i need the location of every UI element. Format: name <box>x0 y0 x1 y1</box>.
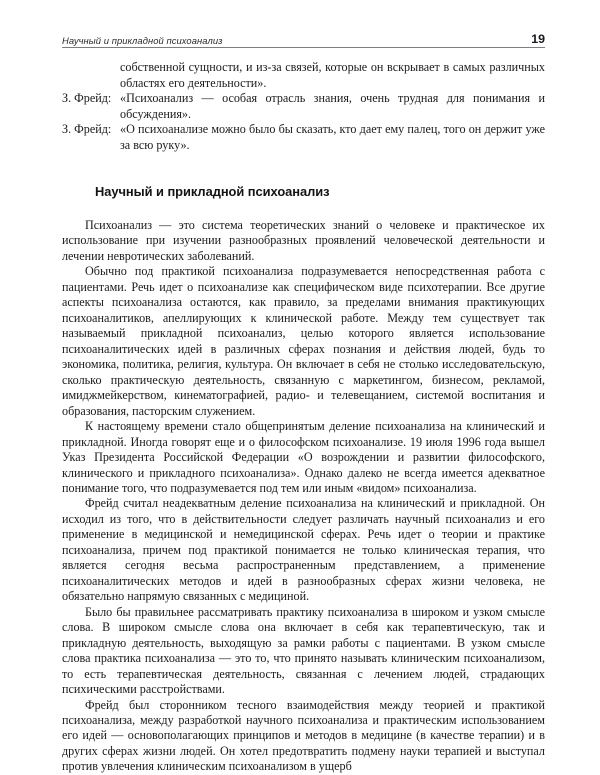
epigraph-attribution: З. Фрейд: <box>62 122 112 136</box>
body-paragraph: К настоящему времени стало общепринятым деление психоанализа на клинический и прикладной. Иногда говорят еще и о философском психоанализе. 19 июля 1996 года вышел Указ Президента Российской Федерации «О возрождении и развитии философского, клинического и прикладного психоанализа». Однако далеко не всегда имеется адекватное понимание того, что подразумевается под тем или иным «видом» психоанализа. <box>62 419 545 495</box>
section-heading: Научный и прикладной психоанализ <box>95 184 330 199</box>
epigraph-block <box>62 60 545 153</box>
epigraph-quote-item <box>62 91 545 122</box>
epigraph-attribution: З. Фрейд: <box>62 91 112 105</box>
epigraph-continuation-line: собственной сущности, и из-за связей, которые он вскрывает в самых различных областях его деятельности». <box>120 60 545 90</box>
body-text <box>62 218 545 775</box>
running-head <box>62 26 545 48</box>
running-head-title: Научный и прикладной психоанализ <box>62 34 223 46</box>
epigraph-quote-item <box>62 122 545 153</box>
body-paragraph: Обычно под практикой психоанализа подразумевается непосредственная работа с пациентами. Речь идет о психоанализе как специфическом виде психотерапии. Все другие аспекты психоанализа остаются, как правило, за пределами внимания практикующих психоаналитиков, апеллирующих к клинической работе. Между тем существует так называемый прикладной психоанализ, целью которого является использование психоаналитических идей в различных сферах познания и действия людей, будь то экономика, политика, религия, культура. Он включает в себя не столько исследовательскую, сколько практическую деятельность, связанную с маркетингом, бизнесом, рекламой, имиджмейкерством, кинематографией, радио- и телевещанием, системой воспитания и образования, пасторским служением. <box>62 264 545 418</box>
epigraph-quote-text: «О психоанализе можно было бы сказать, кто дает ему палец, того он держит уже за всю руку». <box>120 122 545 152</box>
body-paragraph: Психоанализ — это система теоретических знаний о человеке и практическое их использование при изучении разнообразных проявлений человеческой деятельности и лечении невротических заболеваний. <box>62 218 545 263</box>
body-paragraph: Фрейд был сторонником тесного взаимодействия между теорией и практикой психоанализа, между разработкой научного психоанализа и практическим использованием его идей — основополагающих принципов и методов в медицине (в качестве терапии) и в других сферах жизни людей. Он хотел предотвратить подмену науки терапией и выступал против увлечения клиническим психоанализом в ущерб <box>62 697 545 774</box>
text-column <box>62 60 545 775</box>
page-number: 19 <box>531 31 545 46</box>
body-paragraph: Было бы правильнее рассматривать практику психоанализа в широком и узком смысле слова. В широком смысле слова она включает в себя как терапевтическую, так и прикладную деятельность, выходящую за рамки работы с пациентами. В узком смысле слова практика психоанализа — это то, что принято называть клиническим психоанализом, то есть терапевтическая деятельность, связанная с лечением людей, страдающих психическими расстройствами. <box>62 604 545 697</box>
epigraph-quote-text: «Психоанализ — особая отрасль знания, очень трудная для понимания и обсуждения». <box>120 91 545 121</box>
body-paragraph: Фрейд считал неадекватным деление психоанализа на клинический и прикладной. Он исходил из того, что в действительности следует различать научный психоанализ и его применение в медицинской и немедицинской сферах. Речь идет о теории и практике психоанализа, причем под практикой понимается не только клиническая терапия, что является сегодня весьма распространенным представлением, а применение психоаналитических методов и идей в разнообразных сферах жизни человека, не обязательно напрямую связанных с медициной. <box>62 496 545 604</box>
